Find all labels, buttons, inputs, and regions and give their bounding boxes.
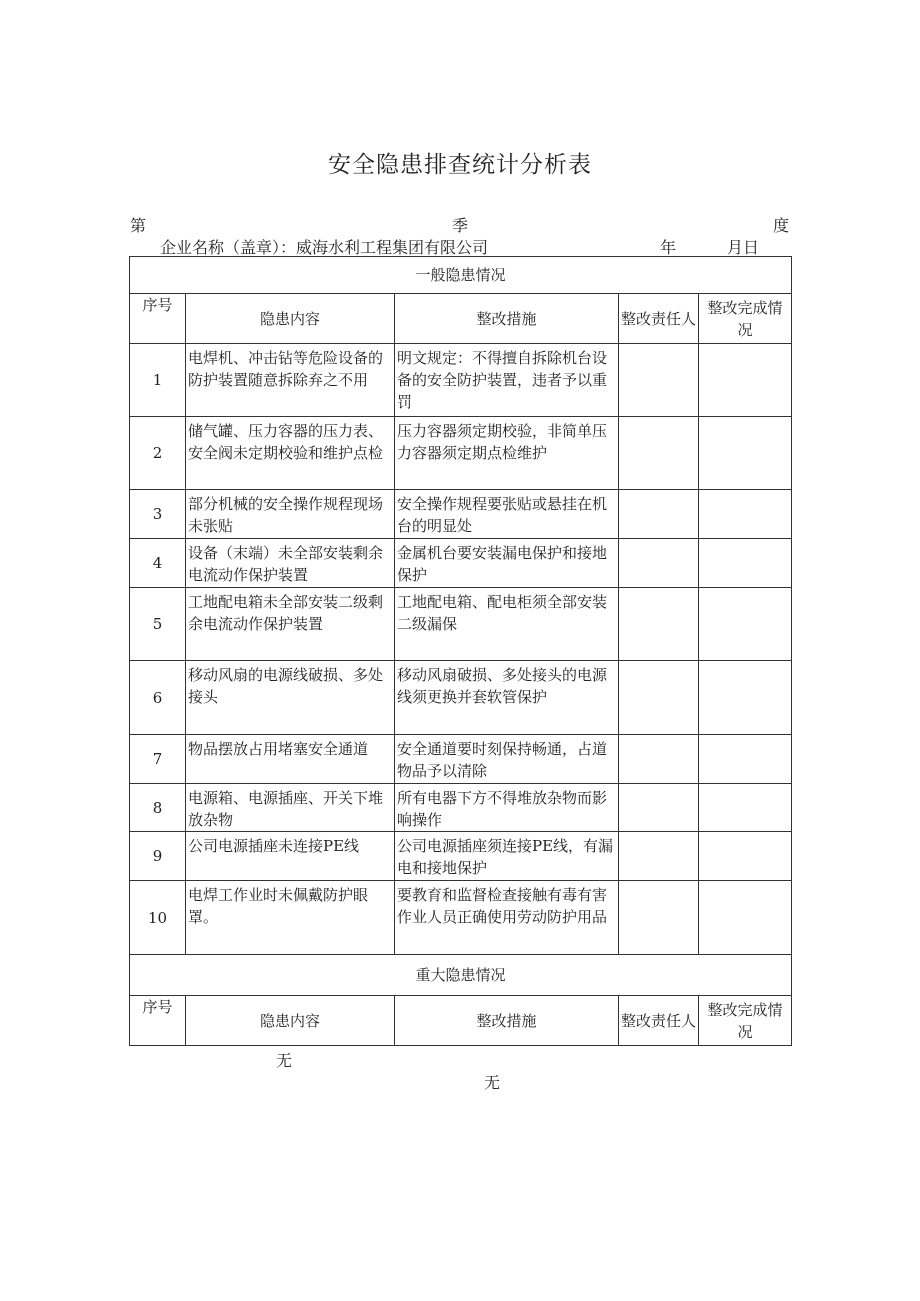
- row-content: 物品摆放占用堵塞安全通道: [186, 735, 395, 784]
- row-measure: 明文规定：不得擅自拆除机台设备的安全防护装置，违者予以重罚: [395, 344, 619, 417]
- header-content: 隐患内容: [186, 294, 395, 344]
- row-person: [619, 490, 699, 539]
- row-no: 4: [130, 539, 186, 588]
- header-status: 整改完成情况: [699, 996, 792, 1046]
- table-row: [130, 417, 792, 490]
- table-row: [130, 735, 792, 784]
- row-measure: 安全操作规程要张贴或悬挂在机台的明显处: [395, 490, 619, 539]
- row-measure: 所有电器下方不得堆放杂物而影响操作: [395, 784, 619, 832]
- header-measure: 整改措施: [395, 996, 619, 1046]
- quarter-label-di: 第: [130, 216, 147, 235]
- major-measure-none: 无: [484, 1073, 501, 1092]
- row-content: 电源箱、电源插座、开关下堆放杂物: [186, 784, 395, 832]
- row-status: [699, 539, 792, 588]
- row-no: 5: [130, 588, 186, 661]
- table-row: [130, 588, 792, 661]
- table-header-row: [130, 996, 792, 1046]
- row-status: [699, 735, 792, 784]
- header-no: 序号: [130, 996, 186, 1046]
- row-person: [619, 539, 699, 588]
- row-content: 移动风扇的电源线破损、多处接头: [186, 661, 395, 735]
- header-no: 序号: [130, 294, 186, 344]
- row-measure: 公司电源插座须连接PE线，有漏电和接地保护: [395, 832, 619, 881]
- row-no: 7: [130, 735, 186, 784]
- row-status: [699, 588, 792, 661]
- row-status: [699, 881, 792, 955]
- row-measure: 压力容器须定期校验，非简单压力容器须定期点检维护: [395, 417, 619, 490]
- row-no: 8: [130, 784, 186, 832]
- row-content: 储气罐、压力容器的压力表、安全阀未定期校验和维护点检: [186, 417, 395, 490]
- table-row: [130, 661, 792, 735]
- row-person: [619, 784, 699, 832]
- header-content: 隐患内容: [186, 996, 395, 1046]
- table-row: [130, 881, 792, 955]
- row-measure: 金属机台要安装漏电保护和接地保护: [395, 539, 619, 588]
- row-status: [699, 832, 792, 881]
- row-person: [619, 417, 699, 490]
- row-status: [699, 344, 792, 417]
- row-measure: 要教育和监督检查接触有毒有害作业人员正确使用劳动防护用品: [395, 881, 619, 955]
- quarter-label-ji: 季: [452, 216, 469, 235]
- row-measure: 移动风扇破损、多处接头的电源线须更换并套软管保护: [395, 661, 619, 735]
- row-person: [619, 344, 699, 417]
- row-content: 设备（末端）未全部安装剩余电流动作保护装置: [186, 539, 395, 588]
- header-person: 整改责任人: [619, 294, 699, 344]
- company-name: 企业名称（盖章）：威海水利工程集团有限公司: [160, 238, 489, 257]
- quarter-label-du: 度: [773, 216, 790, 235]
- row-no: 3: [130, 490, 186, 539]
- header-status: 整改完成情况: [699, 294, 792, 344]
- row-measure: 工地配电箱、配电柜须全部安装二级漏保: [395, 588, 619, 661]
- header-person: 整改责任人: [619, 996, 699, 1046]
- table-row: [130, 784, 792, 832]
- row-no: 10: [130, 881, 186, 955]
- row-person: [619, 588, 699, 661]
- row-no: 9: [130, 832, 186, 881]
- row-content: 电焊工作业时未佩戴防护眼罩。: [186, 881, 395, 955]
- date-month-day: 月日: [727, 238, 760, 257]
- row-content: 公司电源插座未连接PE线: [186, 832, 395, 881]
- general-hazard-title: 一般隐患情况: [130, 257, 792, 294]
- hazard-table: [129, 256, 792, 1046]
- row-status: [699, 490, 792, 539]
- date-year: 年: [660, 238, 677, 257]
- row-no: 2: [130, 417, 186, 490]
- row-no: 6: [130, 661, 186, 735]
- table-row: [130, 832, 792, 881]
- table-row: [130, 539, 792, 588]
- page-title: 安全隐患排查统计分析表: [328, 152, 592, 178]
- table-row: [130, 344, 792, 417]
- row-status: [699, 417, 792, 490]
- table-header-row: [130, 294, 792, 344]
- row-content: 电焊机、冲击钻等危险设备的防护装置随意拆除弃之不用: [186, 344, 395, 417]
- row-person: [619, 735, 699, 784]
- table-row: [130, 490, 792, 539]
- row-person: [619, 661, 699, 735]
- row-content: 部分机械的安全操作规程现场未张贴: [186, 490, 395, 539]
- row-status: [699, 661, 792, 735]
- row-person: [619, 832, 699, 881]
- row-status: [699, 784, 792, 832]
- row-content: 工地配电箱未全部安装二级剩余电流动作保护装置: [186, 588, 395, 661]
- row-measure: 安全通道要时刻保持畅通，占道物品予以清除: [395, 735, 619, 784]
- row-no: 1: [130, 344, 186, 417]
- row-person: [619, 881, 699, 955]
- major-hazard-title: 重大隐患情况: [130, 955, 792, 996]
- major-content-none: 无: [276, 1051, 293, 1070]
- header-measure: 整改措施: [395, 294, 619, 344]
